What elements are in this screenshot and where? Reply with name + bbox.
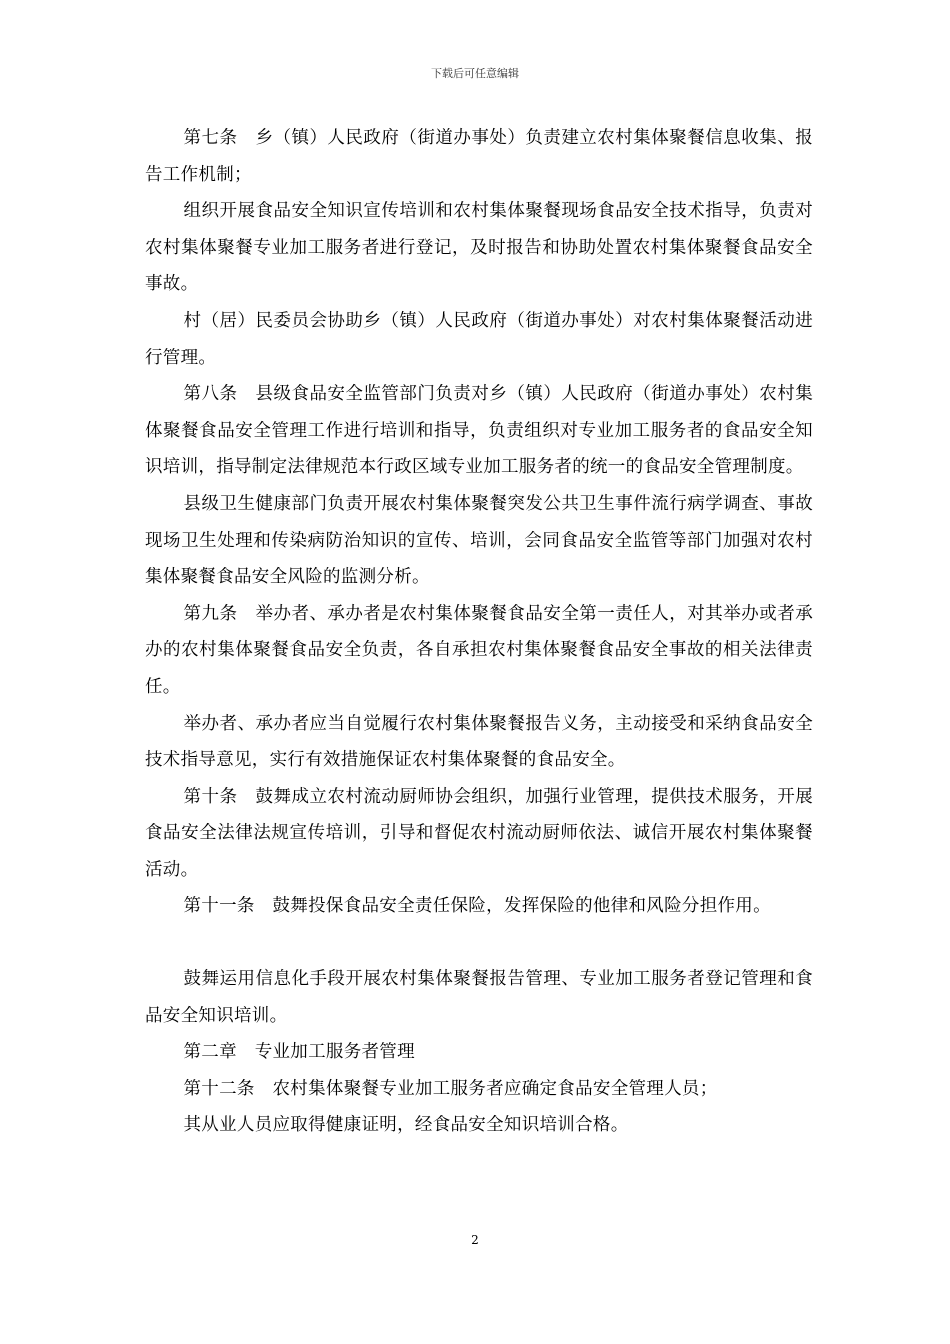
document-body [145,120,813,1144]
chapter-2-heading: 第二章 专业加工服务者管理 [183,1042,415,1063]
article-7-duties-paragraph: 组织开展食品安全知识宣传培训和农村集体聚餐现场食品安全技术指导，负责对农村集体聚餐专业加工服务者进行登记，及时报告和协助处置农村集体聚餐食品安全事故。 [145,201,813,295]
article-9-paragraph: 第九条 举办者、承办者是农村集体聚餐食品安全第一责任人，对其举办或者承办的农村集体聚餐食品安全负责，各自承担农村集体聚餐食品安全事故的相关法律责任。 [145,603,813,697]
organizer-duties-paragraph: 举办者、承办者应当自觉履行农村集体聚餐报告义务，主动接受和采纳食品安全技术指导意见，实行有效措施保证农村集体聚餐的食品安全。 [145,713,813,771]
page-header: 下载后可任意编辑 [431,67,519,80]
page-number: 2 [471,1233,479,1247]
article-11-paragraph: 第十一条 鼓舞投保食品安全责任保险，发挥保险的他律和风险分担作用。 [183,896,771,917]
article-8-paragraph: 第八条 县级食品安全监管部门负责对乡（镇）人民政府（街道办事处）农村集体聚餐食品安全管理工作进行培训和指导，负责组织对专业加工服务者的食品安全知识培训，指导制定法律规范本行政区域专业加工服务者的统一的食品安全管理制度。 [145,384,813,478]
health-certificate-paragraph: 其从业人员应取得健康证明，经食品安全知识培训合格。 [183,1115,629,1136]
article-12-paragraph: 第十二条 农村集体聚餐专业加工服务者应确定食品安全管理人员； [183,1078,718,1099]
health-department-paragraph: 县级卫生健康部门负责开展农村集体聚餐突发公共卫生事件流行病学调查、事故现场卫生处理和传染病防治知识的宣传、培训，会同食品安全监管等部门加强对农村集体聚餐食品安全风险的监测分析。 [145,493,813,588]
article-7-paragraph: 第七条 乡（镇）人民政府（街道办事处）负责建立农村集体聚餐信息收集、报告工作机制； [145,128,813,185]
article-10-paragraph: 第十条 鼓舞成立农村流动厨师协会组织，加强行业管理，提供技术服务，开展食品安全法律法规宣传培训，引导和督促农村流动厨师依法、诚信开展农村集体聚餐活动。 [145,786,813,880]
village-committee-paragraph: 村（居）民委员会协助乡（镇）人民政府（街道办事处）对农村集体聚餐活动进行管理。 [145,310,813,368]
informatization-paragraph: 鼓舞运用信息化手段开展农村集体聚餐报告管理、专业加工服务者登记管理和食品安全知识培训。 [145,969,813,1026]
